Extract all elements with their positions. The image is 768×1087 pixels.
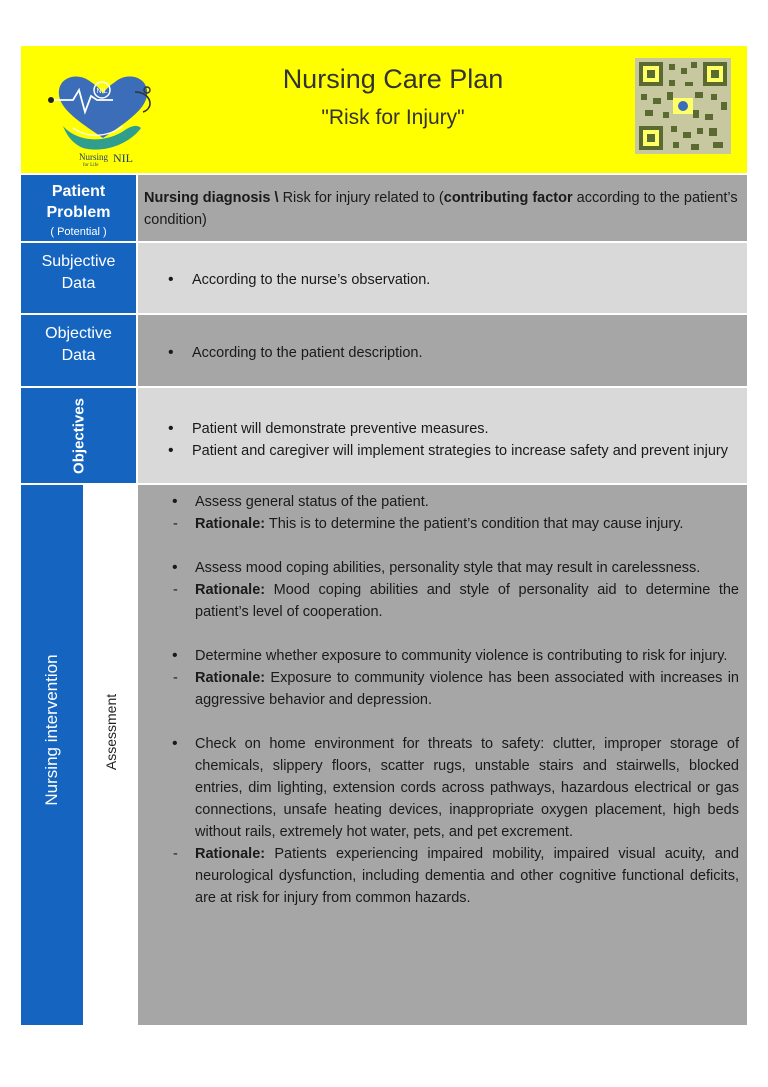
objective-data-cell: [138, 315, 747, 386]
rationale-label: Rationale:: [195, 516, 266, 532]
list-item: • According to the nurse’s observation.: [138, 269, 747, 291]
subjective-data-text: Subjective Data: [41, 253, 116, 292]
subjective-data-cell: [138, 243, 747, 313]
qr-code-icon: [635, 58, 731, 154]
rationale-label: Rationale:: [195, 670, 266, 686]
contributing-factor-text: contributing factor: [443, 190, 573, 206]
assessment-text: Assessment: [102, 693, 119, 771]
patient-problem-text: Patient Problem: [46, 183, 111, 221]
page-subtitle: "Risk for Injury": [321, 106, 465, 129]
rationale-label: Rationale:: [195, 846, 266, 862]
page-title: Nursing Care Plan: [282, 64, 504, 94]
nursing-intervention-text: Nursing intervention: [42, 654, 61, 806]
patient-problem-label: [21, 175, 136, 241]
rationale-text: This is to determine the patient’s condition that may cause injury.: [265, 516, 684, 532]
list-item: • Patient will demonstrate preventive measures.: [138, 418, 739, 440]
svg-text:NIL: NIL: [113, 151, 133, 165]
nursing-diagnosis-cell: [138, 175, 747, 241]
nursing-diagnosis-heading: Nursing diagnosis \: [144, 190, 279, 206]
rationale-text: Exposure to community violence has been associated with increases in aggressive behavior and depression.: [195, 670, 739, 708]
assessment-cell: [138, 485, 747, 1025]
svg-text:for Life: for Life: [83, 163, 99, 166]
rationale-label: Rationale:: [195, 582, 266, 598]
rationale-text: Patients experiencing impaired mobility, impaired visual acuity, and neurological dysfunction, including dementia and other cognitive functional deficits, are at risk for injury from common hazards.: [195, 846, 739, 906]
nursing-diagnosis-text-end: according to the patient’s condition): [144, 190, 738, 228]
patient-problem-sublabel: ( Potential ): [50, 226, 107, 238]
list-item: • According to the patient description.: [138, 342, 747, 364]
assessment-label: [85, 485, 136, 1025]
nursing-diagnosis-text: Risk for injury related to (: [278, 190, 444, 206]
svg-text:Nursing: Nursing: [79, 152, 108, 162]
header-banner: [21, 46, 747, 173]
svg-text:NIL: NIL: [96, 88, 108, 95]
rationale-item: [138, 513, 739, 535]
objective-data-label: [21, 315, 136, 386]
list-item: • Assess general status of the patient.: [138, 491, 739, 513]
rationale-item: [138, 579, 739, 623]
nursing-intervention-label: [21, 485, 83, 1025]
rationale-text: Mood coping abilities and style of personality aid to determine the patient’s level of cooperation.: [195, 582, 739, 620]
list-item: • Assess mood coping abilities, personality style that may result in carelessness.: [138, 557, 739, 579]
rationale-item: [138, 843, 739, 909]
list-item: • Patient and caregiver will implement strategies to increase safety and prevent injury: [138, 440, 739, 462]
objective-data-text: Objective Data: [45, 325, 112, 364]
objectives-label: [21, 388, 136, 483]
rationale-item: [138, 667, 739, 711]
objectives-cell: [138, 388, 747, 483]
subjective-data-label: [21, 243, 136, 313]
care-plan-page: [21, 46, 747, 1025]
list-item: • Determine whether exposure to community violence is contributing to risk for injury.: [138, 645, 739, 667]
objectives-text: Objectives: [70, 397, 87, 474]
list-item: • Check on home environment for threats to safety: clutter, improper storage of chemicals, slippery floors, scatter rugs, unstable stairs and stairwells, blocked entries, dim lighting, extension cords across pathways, hazardous electrical or gas connections, unsafe heating devices, inappropriate oxygen placement, high beds without rails, extremely hot water, pets, and pet excrement.: [138, 733, 739, 843]
